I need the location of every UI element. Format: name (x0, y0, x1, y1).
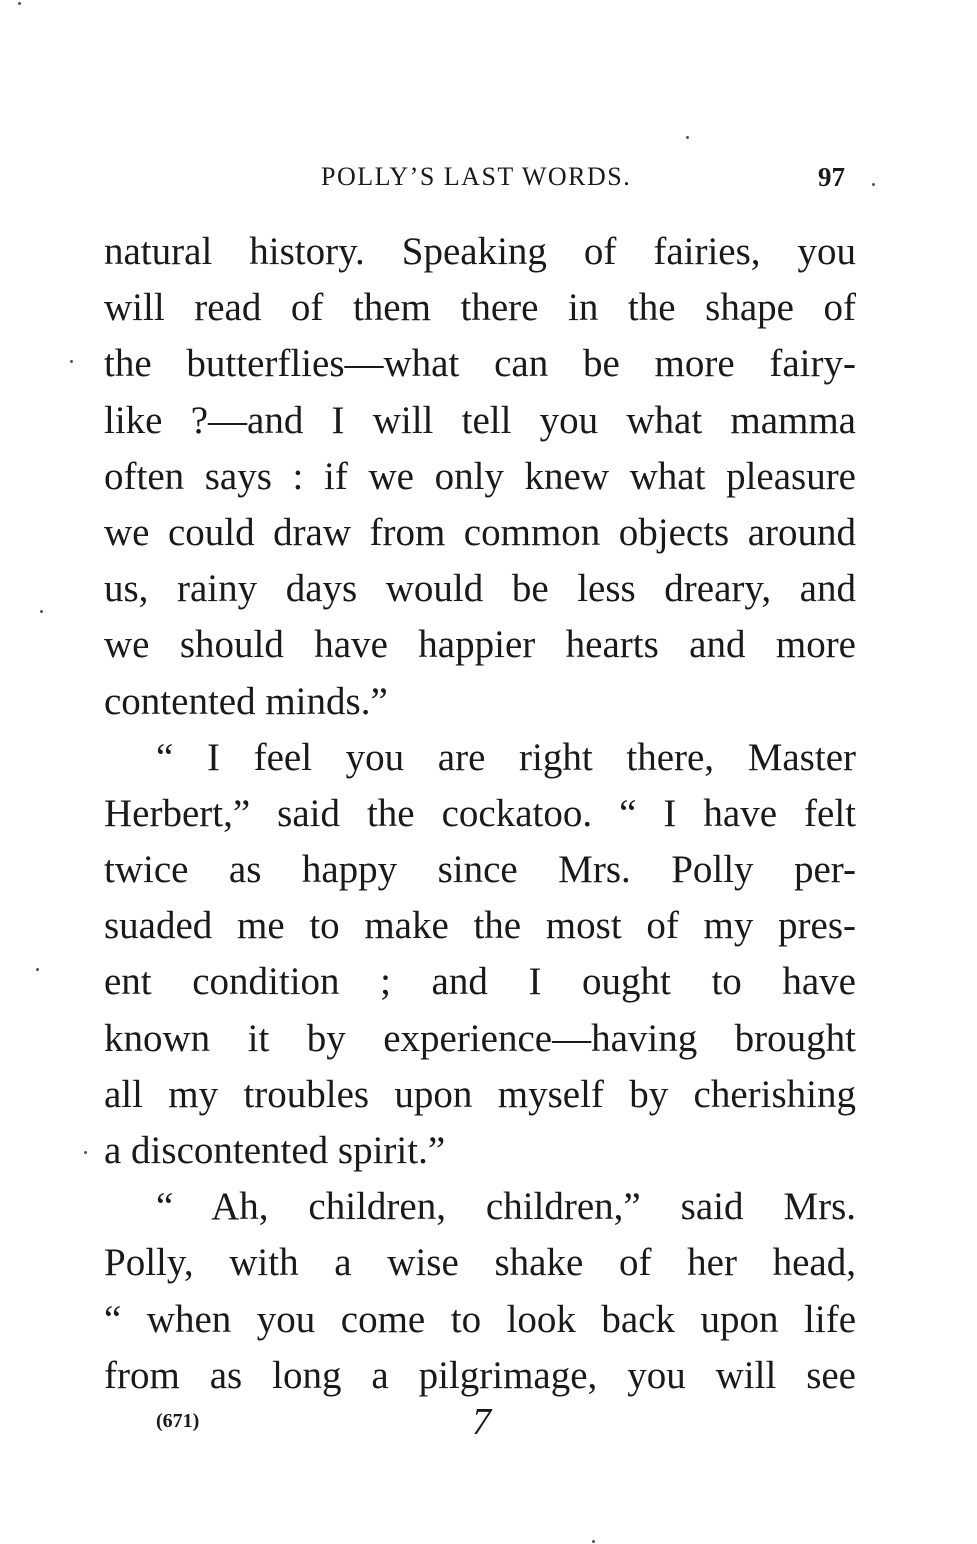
text-line: us, rainy days would be less dreary, and (104, 567, 856, 611)
text-line: like ?—and I will tell you what mamma (104, 398, 856, 442)
text-line: “ Ah, children, children,” said Mrs. (156, 1185, 856, 1229)
text-line: all my troubles upon myself by cherishing (104, 1072, 856, 1116)
running-title: POLLY’S LAST WORDS. (321, 162, 632, 191)
paper-speck (872, 183, 875, 186)
text-line: we could draw from common objects around (104, 510, 856, 554)
text-line: natural history. Speaking of fairies, you (104, 230, 856, 273)
text-line: we should have happier hearts and more (104, 623, 856, 667)
body-text (104, 224, 856, 1404)
paper-speck (592, 1540, 595, 1543)
text-line: will read of them there in the shape of (104, 286, 856, 330)
running-head (0, 160, 977, 194)
text-line: contented minds.” (104, 679, 388, 723)
printer-mark: (671) (156, 1410, 200, 1432)
text-line: twice as happy since Mrs. Polly per- (104, 848, 856, 892)
signature-mark: 7 (472, 1401, 491, 1443)
text-line: known it by experience—having brought (104, 1016, 856, 1060)
text-line: “ I feel you are right there, Master (156, 735, 856, 779)
text-line: suaded me to make the most of my pres- (104, 904, 856, 948)
text-line: “ when you come to look back upon life (104, 1297, 856, 1341)
text-line: a discontented spirit.” (104, 1129, 446, 1172)
paper-speck (18, 2, 21, 5)
page-number: 97 (818, 162, 845, 192)
text-line: from as long a pilgrimage, you will see (104, 1353, 856, 1397)
text-line: often says : if we only knew what pleasure (104, 454, 856, 498)
text-line: the butterflies—what can be more fairy- (104, 342, 856, 386)
paper-speck (36, 968, 39, 971)
paper-speck (686, 136, 689, 139)
text-line: ent condition ; and I ought to have (104, 960, 856, 1004)
paper-speck (84, 1151, 87, 1154)
text-line: Herbert,” said the cockatoo. “ I have felt (104, 791, 856, 835)
paper-speck (70, 360, 73, 363)
paper-speck (40, 610, 43, 613)
text-line: Polly, with a wise shake of her head, (104, 1241, 856, 1285)
